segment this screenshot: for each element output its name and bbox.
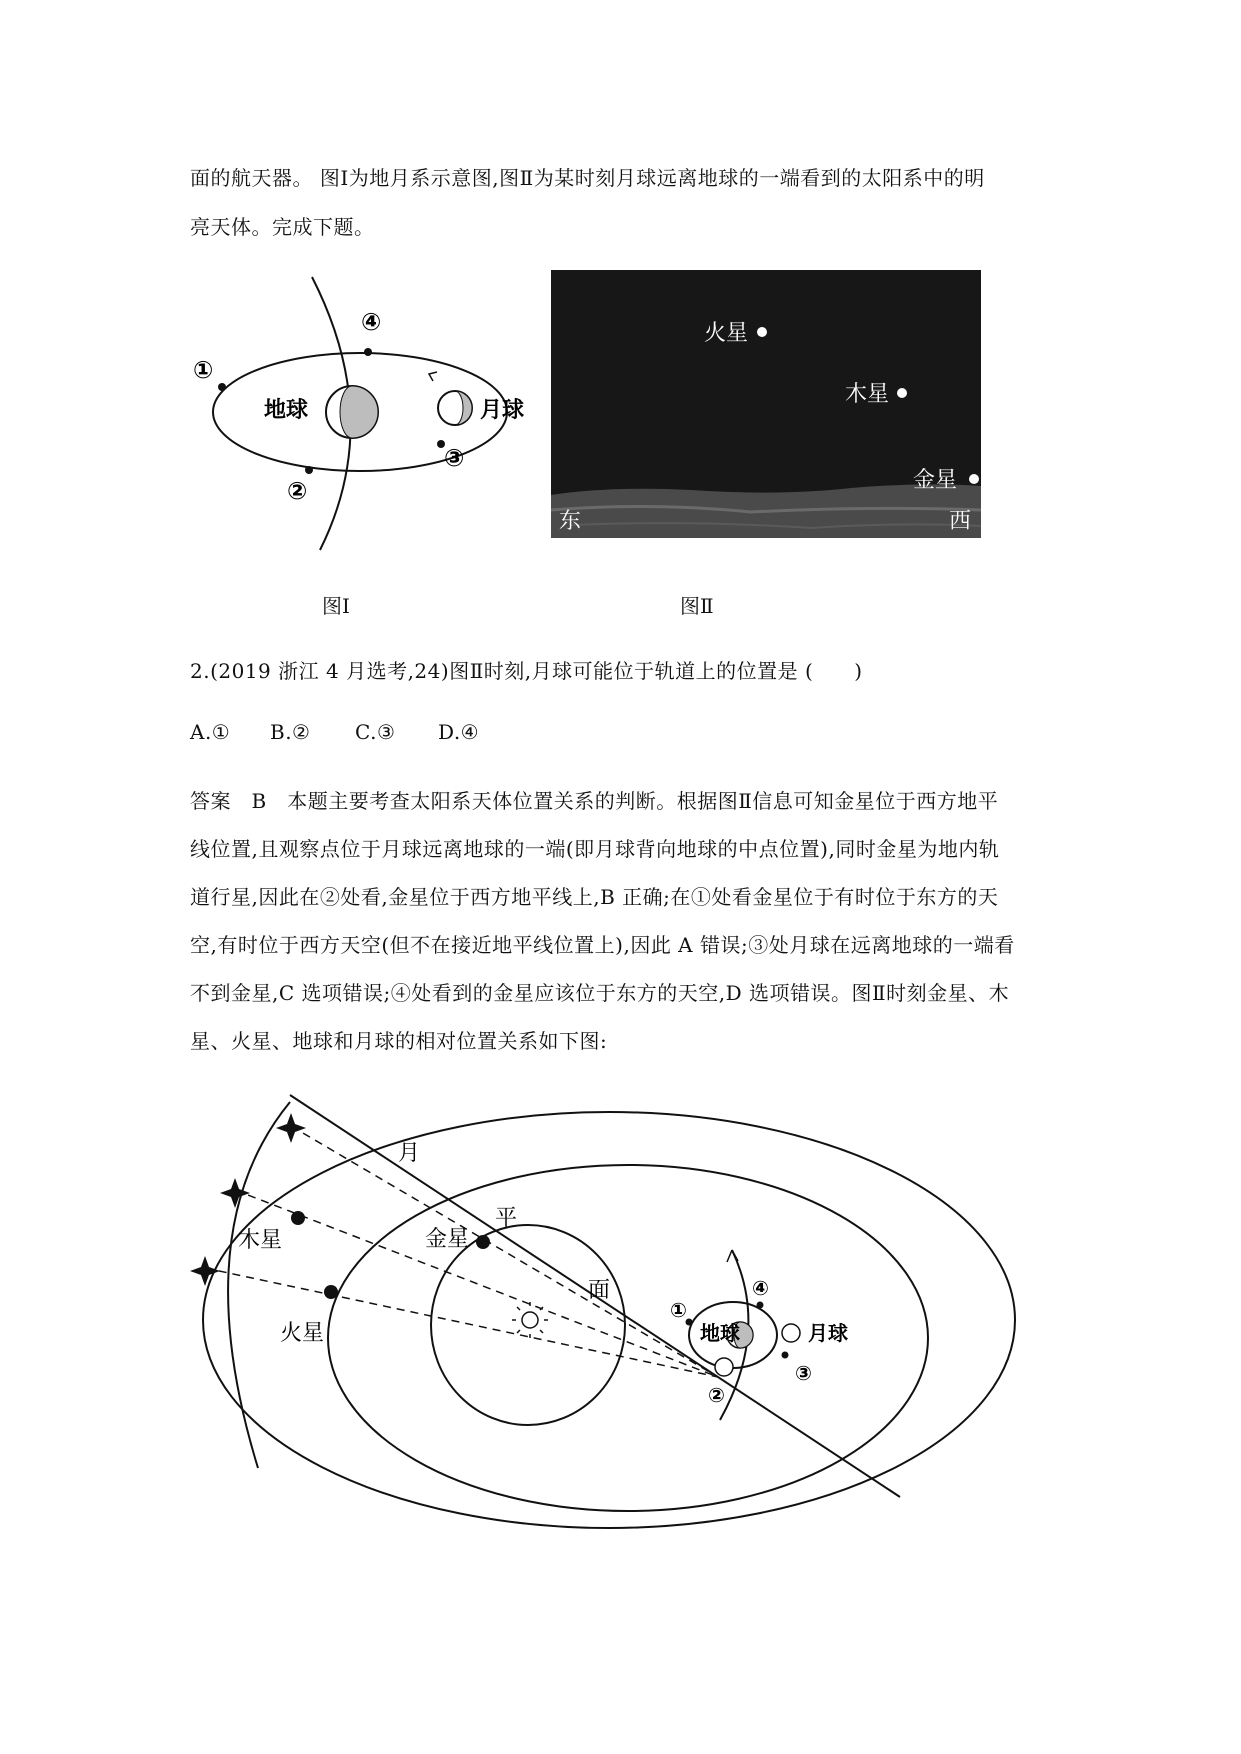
label-moon-char: 月 bbox=[398, 1141, 421, 1166]
answer-line-2: 线位置,且观察点位于月球远离地球的一端(即月球背向地球的中点位置),同时金星为地内轨 bbox=[190, 837, 1000, 861]
option-a[interactable]: A.① bbox=[190, 720, 231, 744]
position-dot-2 bbox=[305, 466, 313, 474]
earth-label: 地球 bbox=[264, 398, 309, 423]
earth-shadow bbox=[340, 386, 378, 438]
label-mars: 火星 bbox=[280, 1321, 325, 1346]
answer-line-3: 道行星,因此在②处看,金星位于西方地平线上,B 正确;在①处看金星位于有时位于东方的天 bbox=[190, 885, 999, 909]
mars-dot bbox=[757, 327, 767, 337]
jupiter-dot bbox=[291, 1211, 305, 1225]
moon-label: 月球 bbox=[480, 398, 525, 423]
answer-line-5: 不到金星,C 选项错误;④处看到的金星应该位于东方的天空,D 选项错误。图Ⅱ时刻金星、木 bbox=[190, 981, 1010, 1005]
mars-dot bbox=[324, 1285, 338, 1299]
marker-3: ③ bbox=[444, 444, 465, 472]
label-mian: 面 bbox=[588, 1278, 611, 1303]
question-stem: 2.(2019 浙江 4 月选考,24)图Ⅱ时刻,月球可能位于轨道上的位置是 ( ) bbox=[190, 659, 863, 683]
inset-dot-3 bbox=[782, 1352, 789, 1359]
sun-icon bbox=[522, 1312, 538, 1328]
intro-line-2: 亮天体。完成下题。 bbox=[190, 215, 375, 239]
figure-1-diagram bbox=[185, 270, 545, 560]
orbit-direction-arrow bbox=[429, 372, 437, 381]
inset-marker-3: ③ bbox=[795, 1361, 812, 1385]
sight-line-1 bbox=[291, 1126, 718, 1377]
answer-line-6: 星、火星、地球和月球的相对位置关系如下图: bbox=[190, 1029, 608, 1053]
figure-1-caption: 图Ⅰ bbox=[322, 594, 350, 618]
label-moon: 月球 bbox=[808, 1321, 848, 1345]
venus-orbit bbox=[431, 1225, 625, 1425]
figure-3-diagram bbox=[190, 1085, 920, 1515]
marker-2: ② bbox=[287, 477, 308, 505]
label-jupiter: 木星 bbox=[238, 1228, 283, 1253]
intro-line-1: 面的航天器。 图Ⅰ为地月系示意图,图Ⅱ为某时刻月球远离地球的一端看到的太阳系中的明 bbox=[190, 166, 985, 190]
marker-4: ④ bbox=[361, 308, 382, 336]
west-label: 西 bbox=[949, 509, 972, 534]
star-1 bbox=[276, 1113, 306, 1143]
figure-2-caption: 图Ⅱ bbox=[680, 594, 714, 618]
mars-label: 火星 bbox=[704, 321, 749, 346]
inset-moon bbox=[782, 1324, 800, 1342]
outer-orbit-arc bbox=[228, 1102, 290, 1468]
inset-moon-at-2 bbox=[715, 1358, 733, 1376]
east-label: 东 bbox=[559, 509, 582, 534]
inset-marker-2: ② bbox=[708, 1383, 725, 1407]
answer-line-1: 答案 B 本题主要考查太阳系天体位置关系的判断。根据图Ⅱ信息可知金星位于西方地平 bbox=[190, 789, 999, 813]
answer-line-4: 空,有时位于西方天空(但不在接近地平线位置上),因此 A 错误;③处月球在远离地球的一端看 bbox=[190, 933, 1015, 957]
figure-2-photo bbox=[551, 270, 981, 538]
position-dot-4 bbox=[364, 348, 372, 356]
inset-marker-4: ④ bbox=[752, 1276, 769, 1300]
inset-marker-1: ① bbox=[670, 1298, 687, 1322]
jupiter-dot bbox=[897, 388, 907, 398]
option-d[interactable]: D.④ bbox=[438, 720, 480, 744]
option-c[interactable]: C.③ bbox=[355, 720, 396, 744]
label-venus: 金星 bbox=[425, 1227, 470, 1252]
venus-label: 金星 bbox=[913, 468, 958, 493]
jupiter-orbit bbox=[203, 1112, 1015, 1528]
venus-dot bbox=[969, 474, 979, 484]
inset-dot-4 bbox=[757, 1302, 764, 1309]
position-dot-1 bbox=[218, 383, 226, 391]
venus-dot bbox=[476, 1235, 490, 1249]
marker-1: ① bbox=[193, 356, 214, 384]
label-earth: 地球 bbox=[700, 1321, 740, 1345]
jupiter-label: 木星 bbox=[845, 382, 890, 407]
star-3 bbox=[190, 1256, 220, 1286]
option-b[interactable]: B.② bbox=[270, 720, 311, 744]
label-ping: 平 bbox=[495, 1206, 518, 1231]
